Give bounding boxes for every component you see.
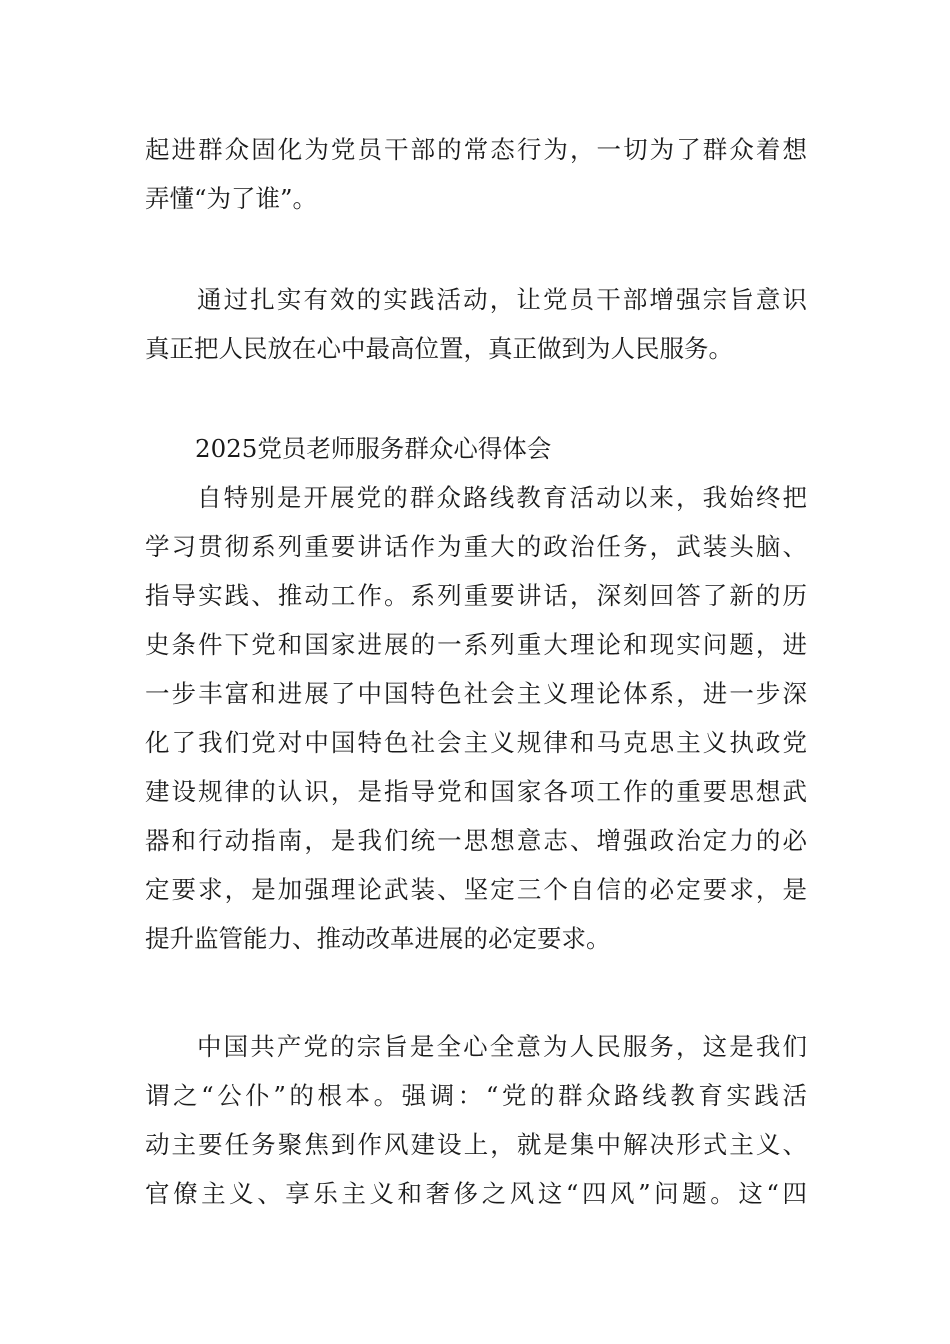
paragraph-4-line-3: 动主要任务聚焦到作风建设上，就是集中解决形式主义、 — [145, 1130, 807, 1159]
paragraph-3-line-5: 一步丰富和进展了中国特色社会主义理论体系，进一步深 — [145, 679, 807, 708]
paragraph-4-line-1: 中国共产党的宗旨是全心全意为人民服务，这是我们 — [197, 1032, 807, 1061]
paragraph-3-line-4: 史条件下党和国家进展的一系列重大理论和现实问题，进 — [145, 630, 807, 659]
paragraph-1-line-1: 起进群众固化为党员干部的常态行为，一切为了群众着想 — [145, 135, 807, 164]
paragraph-3-line-8: 器和行动指南，是我们统一思想意志、增强政治定力的必 — [145, 826, 807, 855]
section-heading: 2025党员老师服务群众心得体会 — [195, 434, 552, 463]
paragraph-3-line-1: 自特别是开展党的群众路线教育活动以来，我始终把 — [197, 483, 807, 512]
paragraph-2-line-1: 通过扎实有效的实践活动，让党员干部增强宗旨意识 — [197, 285, 807, 314]
paragraph-3-line-7: 建设规律的认识，是指导党和国家各项工作的重要思想武 — [145, 777, 807, 806]
paragraph-1-line-2: 弄懂“为了谁”。 — [145, 184, 318, 213]
paragraph-3-line-10: 提升监管能力、推动改革进展的必定要求。 — [145, 924, 611, 953]
paragraph-2-line-2: 真正把人民放在心中最高位置，真正做到为人民服务。 — [145, 334, 733, 363]
paragraph-3-line-6: 化了我们党对中国特色社会主义规律和马克思主义执政党 — [145, 728, 807, 757]
paragraph-4-line-2: 谓之“公仆”的根本。强调：“党的群众路线教育实践活 — [145, 1081, 807, 1110]
paragraph-3-line-3: 指导实践、推动工作。系列重要讲话，深刻回答了新的历 — [145, 581, 807, 610]
paragraph-3-line-2: 学习贯彻系列重要讲话作为重大的政治任务，武装头脑、 — [145, 532, 807, 561]
paragraph-4-line-4: 官僚主义、享乐主义和奢侈之风这“四风”问题。这“四 — [145, 1179, 807, 1208]
paragraph-3-line-9: 定要求，是加强理论武装、坚定三个自信的必定要求，是 — [145, 875, 807, 904]
